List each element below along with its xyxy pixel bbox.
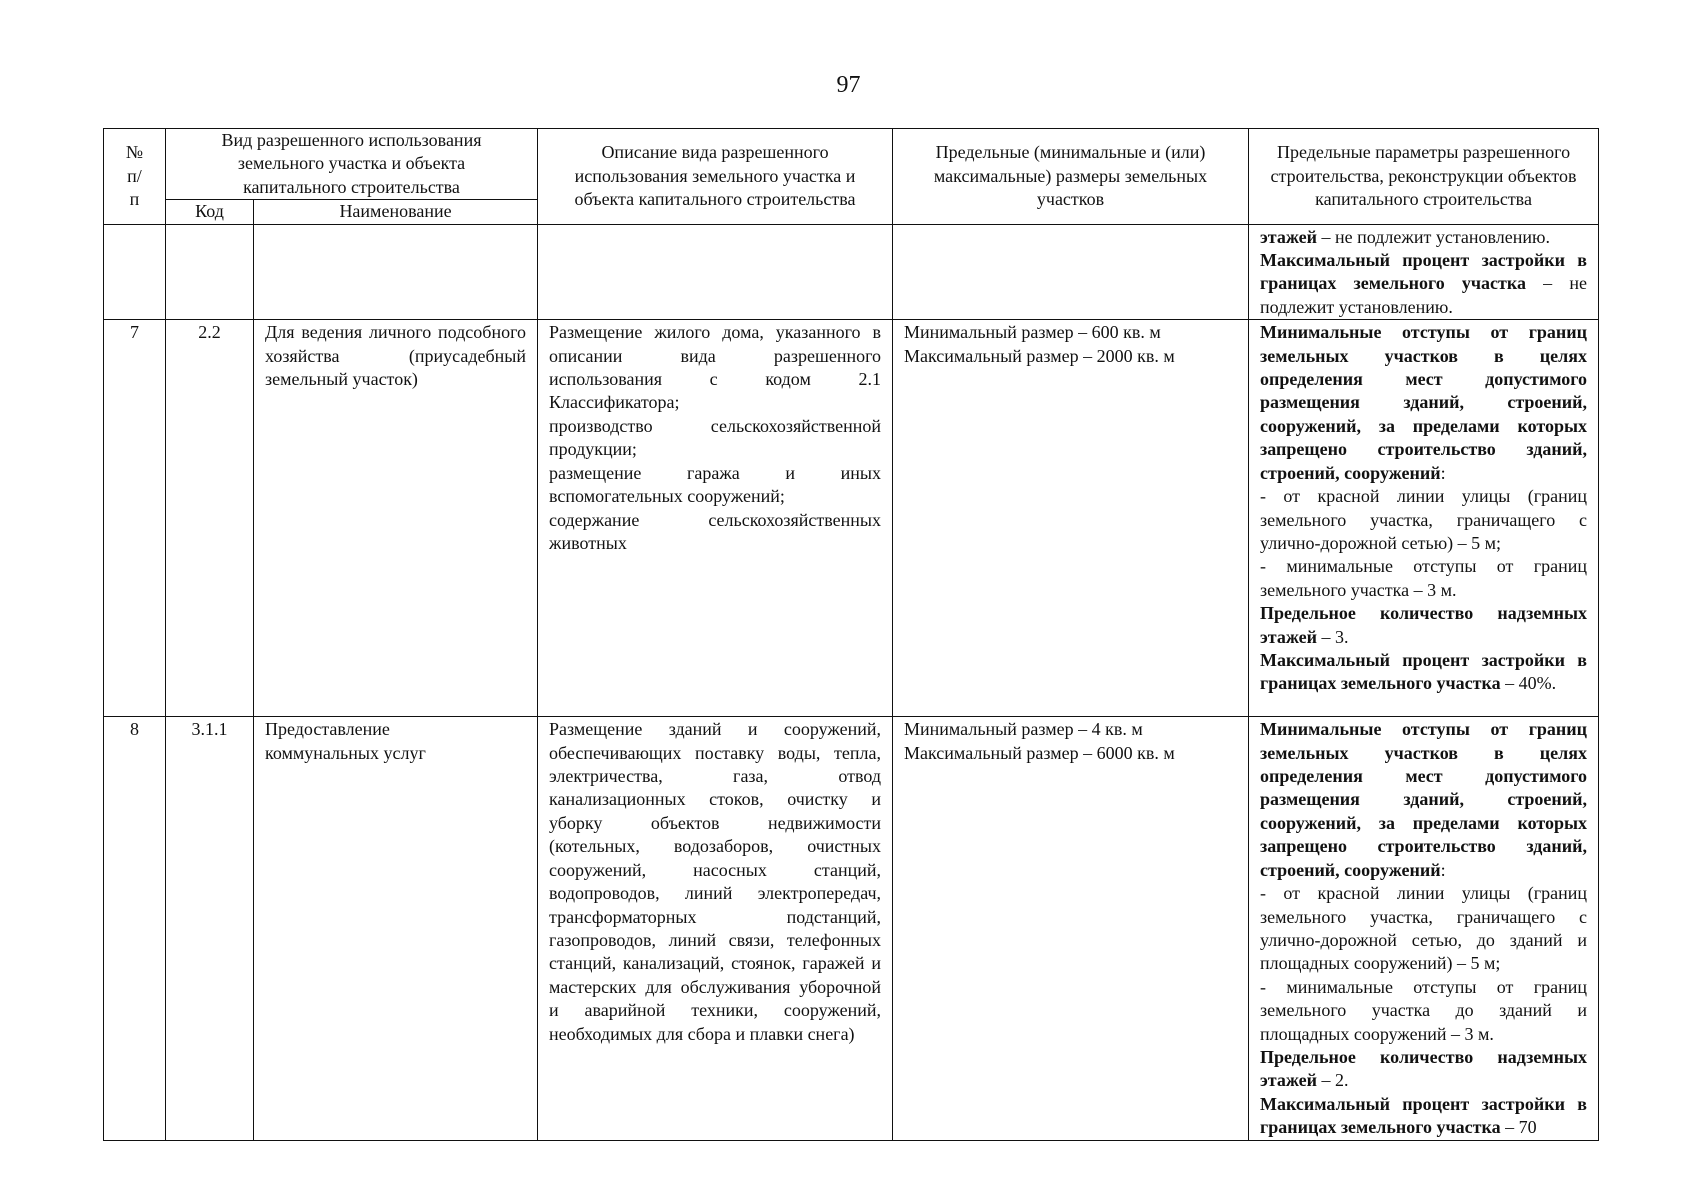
cell-num	[104, 224, 166, 320]
otstup-item: - минимальные отступы от границ земельного участка до зданий и площадных сооружений – 3 м.	[1260, 976, 1588, 1044]
etazhi-value: – 2.	[1317, 1070, 1349, 1091]
procent-heading: Максимальный процент застройки в границах земельного участка	[1260, 649, 1588, 694]
cell-num: 8	[104, 717, 166, 1140]
razmer-min: Минимальный размер – 4 кв. м	[904, 719, 1143, 740]
otstup-item: - от красной линии улицы (границ земельного участка, граничащего с улично-дорожной сетью, до зданий и площадных сооружений) – 5 м;	[1260, 883, 1588, 974]
header-naim: Наименование	[254, 200, 538, 224]
cell-opisanie	[538, 320, 893, 717]
header-parametry: Предельные параметры разрешенного строительства, реконструкции объектов капитального строительства	[1249, 129, 1599, 225]
cell-naim: Для ведения личного подсобного хозяйства (приусадебный земельный участок)	[254, 320, 538, 717]
continuation-procent-line	[1260, 249, 1587, 319]
cell-parametry	[1249, 320, 1599, 717]
table-row-continuation	[104, 224, 1599, 320]
cell-razmery	[893, 717, 1249, 1140]
header-razmery: Предельные (минимальные и (или) максимальные) размеры земельных участков	[893, 129, 1249, 225]
table-row	[104, 320, 1599, 717]
cell-naim: Предоставление коммунальных услуг	[254, 717, 538, 1140]
continuation-procent-bold: Максимальный процент застройки в границах земельного участка	[1260, 250, 1588, 294]
cell-razmery	[893, 320, 1249, 717]
procent-value: – 70	[1500, 1117, 1537, 1138]
procent-heading: Максимальный процент застройки в границах земельного участка	[1260, 1093, 1588, 1138]
cell-opisanie	[538, 717, 893, 1140]
cell-parametry	[1249, 717, 1599, 1140]
otstup-item: - от красной линии улицы (границ земельного участка, граничащего с улично-дорожной сетью) – 5 м;	[1260, 486, 1588, 553]
otstupy-heading: Минимальные отступы от границ земельных участков в целях определения мест допустимого размещения зданий, строений, сооружений, за пределами которых запрещено строительство зданий, строений, сооружений	[1260, 322, 1588, 483]
table-row	[104, 717, 1599, 1140]
cell-naim	[254, 224, 538, 320]
opisanie-line: Размещение жилого дома, указанного в описании вида разрешенного использования с кодом 2.1 Классификатора;	[549, 322, 882, 413]
cell-kod: 2.2	[166, 320, 254, 717]
header-kod: Код	[166, 200, 254, 224]
otstup-item: - минимальные отступы от границ земельного участка – 3 м.	[1260, 556, 1588, 600]
header-num: № п/п	[104, 129, 166, 225]
opisanie-line: производство сельскохозяйственной продукции;	[549, 415, 882, 460]
continuation-procent-text: – не подлежит установлению.	[1260, 273, 1588, 317]
cell-num: 7	[104, 320, 166, 717]
table-header-row	[104, 129, 1599, 200]
etazhi-value: – 3.	[1317, 626, 1349, 647]
continuation-etazhi-bold: этажей	[1260, 226, 1318, 247]
header-opisanie: Описание вида разрешенного использования земельного участка и объекта капитального строительства	[538, 129, 893, 225]
razmer-max: Максимальный размер – 6000 кв. м	[904, 742, 1175, 763]
etazhi-heading: Предельное количество надземных этажей	[1260, 603, 1588, 647]
cell-parametry	[1249, 224, 1599, 320]
continuation-etazhi-text: – не подлежит установлению.	[1317, 226, 1550, 247]
cell-razmery	[893, 224, 1249, 320]
otstupy-colon: :	[1440, 462, 1446, 483]
razmer-min: Минимальный размер – 600 кв. м	[904, 322, 1161, 343]
land-use-table	[103, 128, 1599, 1141]
header-vid-group: Вид разрешенного использования земельного участка и объекта капитального строительства	[166, 129, 538, 200]
cell-kod: 3.1.1	[166, 717, 254, 1140]
cell-opisanie	[538, 224, 893, 320]
opisanie-line: Размещение зданий и сооружений, обеспечивающих поставку воды, тепла, электричества, газа, отвод канализационных стоков, очистку и уборку объектов недвижимости (котельных, водозаборов, очистных сооружений, насосных станций, водопроводов, линий электропередач, трансформаторных подстанций, газопроводов, линий связи, телефонных станций, канализаций, стоянок, гаражей и мастерских для обслуживания уборочной и аварийной техники, сооружений, необходимых для сбора и плавки снега)	[549, 719, 882, 1044]
etazhi-heading: Предельное количество надземных этажей	[1260, 1046, 1588, 1091]
opisanie-line: размещение гаража и иных вспомогательных сооружений;	[549, 462, 882, 507]
page-number: 97	[836, 72, 861, 98]
procent-value: – 40%.	[1500, 673, 1557, 694]
razmer-max: Максимальный размер – 2000 кв. м	[904, 345, 1175, 366]
cell-kod	[166, 224, 254, 320]
opisanie-line: содержание сельскохозяйственных животных	[549, 509, 882, 553]
otstupy-heading: Минимальные отступы от границ земельных участков в целях определения мест допустимого размещения зданий, строений, сооружений, за пределами которых запрещено строительство зданий, строений, сооружений	[1260, 719, 1588, 880]
otstupy-colon: :	[1440, 859, 1446, 880]
